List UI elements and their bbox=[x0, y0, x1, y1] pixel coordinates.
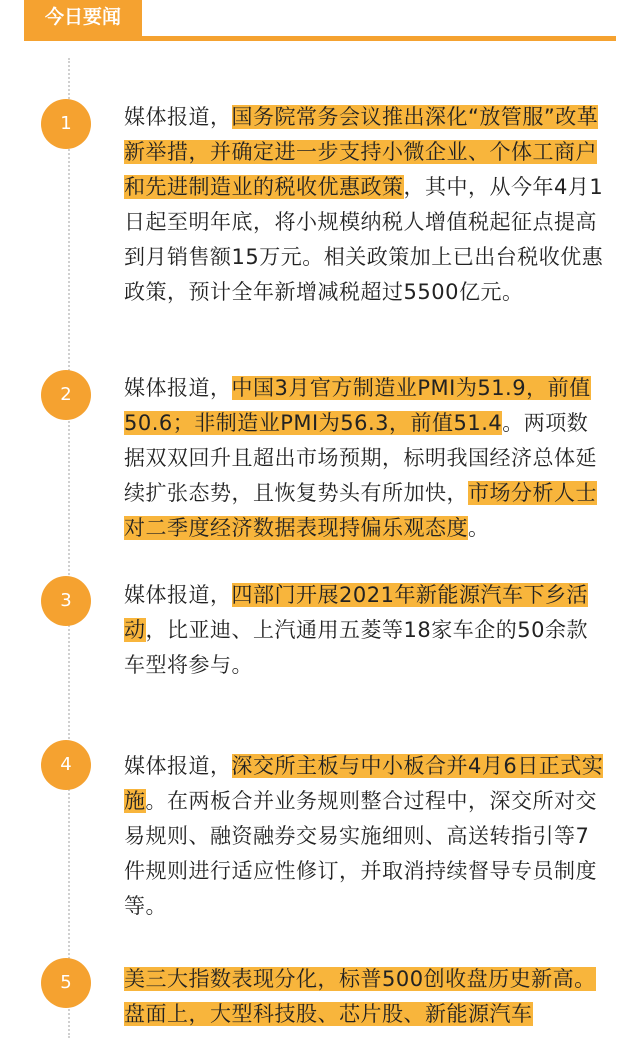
timeline-dotted-line bbox=[68, 58, 70, 1038]
news-body: ，其中，从今年4月1日起至明年底，将小规模纳税人增值税起征点提高到月销售额15万元。相关政策加上已出台税收优惠政策，预计全年新增减税超过5500亿元。 bbox=[124, 175, 604, 304]
news-text bbox=[124, 371, 608, 546]
news-source-prefix: 媒体报道， bbox=[124, 583, 232, 607]
news-highlight: 市场分析人士对二季度经济数据表现持偏乐观态度 bbox=[124, 481, 597, 540]
news-highlight: 美三大指数表现分化，标普500创收盘历史新高。盘面上，大型科技股、芯片股、新能源汽车 bbox=[124, 967, 596, 1026]
news-text bbox=[124, 962, 608, 1032]
news-source-prefix: 媒体报道， bbox=[124, 105, 232, 129]
news-highlight: 四部门开展2021年新能源汽车下乡活动 bbox=[124, 583, 588, 642]
news-highlight: 国务院常务会议推出深化“放管服”改革新举措，并确定进一步支持小微企业、个体工商户和先进制造业的税收优惠政策 bbox=[124, 105, 599, 199]
item-number-badge: 5 bbox=[41, 958, 91, 1008]
news-highlight: 中国3月官方制造业PMI为51.9，前值50.6；非制造业PMI为56.3，前值51.4 bbox=[124, 376, 591, 435]
section-title: 今日要闻 bbox=[24, 0, 142, 36]
news-source-prefix: 媒体报道， bbox=[124, 754, 232, 778]
section-title-underline bbox=[24, 36, 616, 41]
section-header bbox=[24, 0, 616, 42]
news-suffix: 。 bbox=[468, 516, 490, 540]
news-body: 。在两板合并业务规则整合过程中，深交所对交易规则、融资融券交易实施细则、高送转指引等7件规则进行适应性修订，并取消持续督导专员制度等。 bbox=[124, 789, 597, 918]
news-highlight: 深交所主板与中小板合并4月6日正式实施 bbox=[124, 754, 604, 813]
news-source-prefix: 媒体报道， bbox=[124, 376, 232, 400]
item-number-badge: 3 bbox=[41, 576, 91, 626]
news-text bbox=[124, 100, 608, 310]
item-number-badge: 2 bbox=[41, 370, 91, 420]
news-text bbox=[124, 749, 608, 924]
news-body: 。两项数据双双回升且超出市场预期，标明我国经济总体延续扩张态势，且恢复势头有所加快， bbox=[124, 411, 597, 505]
item-number-badge: 4 bbox=[41, 740, 91, 790]
news-body: ，比亚迪、上汽通用五菱等18家车企的50余款车型将参与。 bbox=[124, 618, 588, 677]
news-text bbox=[124, 578, 608, 683]
item-number-badge: 1 bbox=[41, 99, 91, 149]
